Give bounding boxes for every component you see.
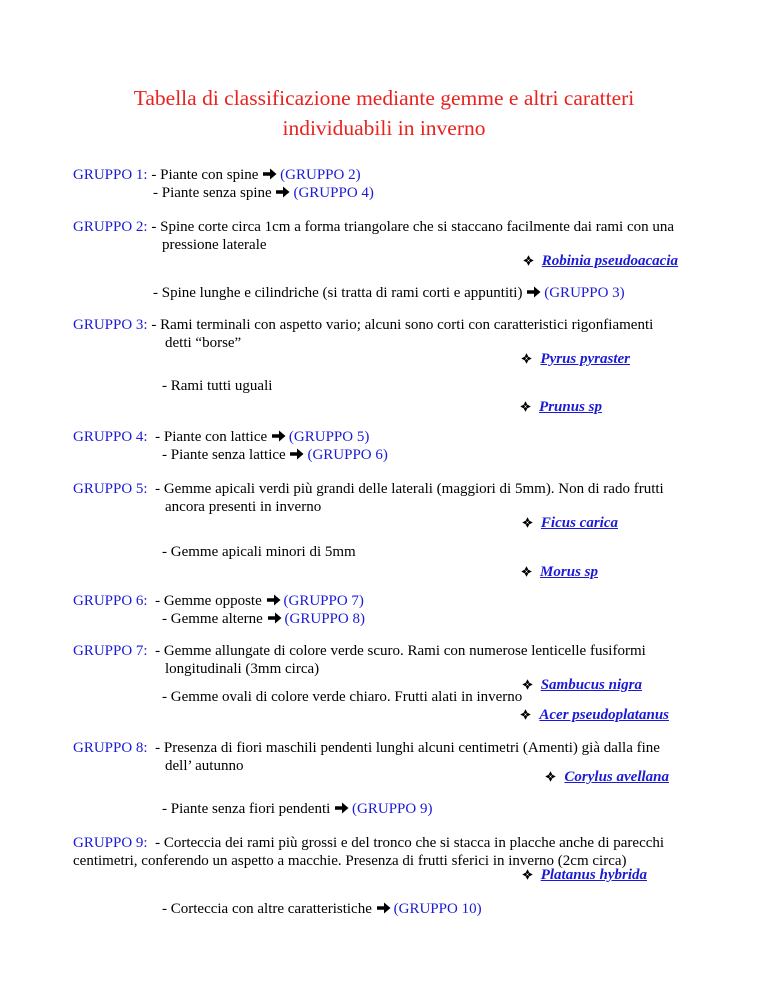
group-3-option-2: - Rami tutti uguali	[162, 378, 273, 394]
diamond-bullet-icon	[522, 869, 533, 880]
group-8-line-2	[162, 800, 432, 818]
diamond-bullet-icon	[521, 353, 532, 364]
group-7-line-1	[73, 642, 646, 660]
group-4-option-2: - Piante senza lattice	[162, 447, 286, 463]
species-pyrus[interactable]	[521, 350, 630, 368]
group-3-option-1: - Rami terminali con aspetto vario; alcuni sono corti con caratteristici rigonfiamenti	[151, 317, 654, 333]
group-7-option-1-cont: longitudinali (3mm circa)	[165, 661, 320, 677]
group-7-label: GRUPPO 7:	[73, 643, 148, 659]
group-6-option-1-ref[interactable]: (GRUPPO 7)	[283, 593, 364, 609]
group-7-option-1: - Gemme allungate di colore verde scuro. Rami con numerose lenticelle fusiformi	[155, 643, 646, 659]
group-7-option-2: - Gemme ovali di colore verde chiaro. Frutti alati in inverno	[162, 689, 523, 705]
group-2-line-2	[153, 284, 625, 302]
species-corylus[interactable]	[545, 768, 669, 786]
species-platanus-link[interactable]: Platanus hybrida	[540, 867, 647, 883]
diamond-bullet-icon	[522, 517, 533, 528]
species-pyrus-link[interactable]: Pyrus pyraster	[540, 351, 630, 367]
group-4-line-2	[162, 446, 388, 464]
group-3-option-1-cont: detti “borse”	[165, 335, 242, 351]
group-2-label: GRUPPO 2:	[73, 219, 148, 235]
right-arrow-icon	[263, 168, 277, 180]
diamond-bullet-icon	[545, 771, 556, 782]
group-2-option-1-cont: pressione laterale	[162, 237, 267, 253]
group-6-label: GRUPPO 6:	[73, 593, 148, 609]
species-corylus-link[interactable]: Corylus avellana	[564, 769, 669, 785]
group-2-option-1: - Spine corte circa 1cm a forma triangolare che si staccano facilmente dai rami con una	[151, 219, 675, 235]
group-3-label: GRUPPO 3:	[73, 317, 148, 333]
group-8-option-2-ref[interactable]: (GRUPPO 9)	[352, 801, 433, 817]
group-4-line-1	[73, 428, 369, 446]
species-sambucus-link[interactable]: Sambucus nigra	[540, 677, 642, 693]
group-1-option-1-ref[interactable]: (GRUPPO 2)	[280, 167, 361, 183]
right-arrow-icon	[290, 448, 304, 460]
group-8-option-2: - Piante senza fiori pendenti	[162, 801, 331, 817]
group-1-line-1	[73, 166, 361, 184]
diamond-bullet-icon	[523, 255, 534, 266]
group-6-option-2-ref[interactable]: (GRUPPO 8)	[284, 611, 365, 627]
group-4-option-2-ref[interactable]: (GRUPPO 6)	[307, 447, 388, 463]
group-9-line-2	[162, 900, 482, 918]
species-prunus[interactable]	[520, 398, 602, 416]
group-2-option-2: - Spine lunghe e cilindriche (si tratta di rami corti e appuntiti)	[153, 285, 523, 301]
group-9-option-1: - Corteccia dei rami più grossi e del tronco che si stacca in placche anche di parecchi	[155, 835, 665, 851]
group-1-option-2-ref[interactable]: (GRUPPO 4)	[293, 185, 374, 201]
group-6-option-2: - Gemme alterne	[162, 611, 263, 627]
document-title-line-1: Tabella di classificazione mediante gemme e altri caratteri	[133, 86, 635, 110]
group-5-option-1-cont: ancora presenti in inverno	[165, 499, 322, 515]
group-5-label: GRUPPO 5:	[73, 481, 148, 497]
group-1-option-1: - Piante con spine	[151, 167, 259, 183]
group-8-label: GRUPPO 8:	[73, 740, 148, 756]
diamond-bullet-icon	[522, 679, 533, 690]
group-9-option-2-ref[interactable]: (GRUPPO 10)	[393, 901, 482, 917]
group-6-line-2	[162, 610, 365, 628]
group-6-option-1: - Gemme opposte	[155, 593, 262, 609]
group-1-label: GRUPPO 1:	[73, 167, 148, 183]
species-sambucus[interactable]	[522, 676, 642, 694]
group-9-label: GRUPPO 9:	[73, 835, 148, 851]
species-ficus[interactable]	[522, 514, 618, 532]
diamond-bullet-icon	[521, 566, 532, 577]
group-6-line-1	[73, 592, 364, 610]
group-9-option-2: - Corteccia con altre caratteristiche	[162, 901, 372, 917]
right-arrow-icon	[268, 612, 282, 624]
group-4-label: GRUPPO 4:	[73, 429, 148, 445]
species-ficus-link[interactable]: Ficus carica	[540, 515, 618, 531]
group-2-option-2-ref[interactable]: (GRUPPO 3)	[544, 285, 625, 301]
group-3-line-1	[73, 316, 653, 334]
species-acer-link[interactable]: Acer pseudoplatanus	[539, 707, 669, 723]
right-arrow-icon	[272, 430, 286, 442]
group-8-line-1	[73, 739, 660, 757]
diamond-bullet-icon	[520, 709, 531, 720]
group-9-option-1-cont: centimetri, conferendo un aspetto a macchie. Presenza di frutti sferici in inverno (2cm circa)	[73, 853, 627, 869]
group-9-line-1	[73, 834, 664, 852]
species-morus[interactable]	[521, 563, 598, 581]
group-5-option-1: - Gemme apicali verdi più grandi delle laterali (maggiori di 5mm). Non di rado frutti	[155, 481, 664, 497]
species-prunus-link[interactable]: Prunus sp	[539, 399, 602, 415]
group-1-option-2: - Piante senza spine	[153, 185, 272, 201]
species-morus-link[interactable]: Morus sp	[540, 564, 598, 580]
group-5-option-2: - Gemme apicali minori di 5mm	[162, 544, 356, 560]
species-robinia-link[interactable]: Robinia pseudoacacia	[541, 253, 678, 269]
group-8-option-1: - Presenza di fiori maschili pendenti lunghi alcuni centimetri (Amenti) già dalla fine	[155, 740, 660, 756]
group-1-line-2	[153, 184, 374, 202]
group-4-option-1: - Piante con lattice	[155, 429, 268, 445]
right-arrow-icon	[377, 902, 391, 914]
group-2-line-1	[73, 218, 674, 236]
group-8-option-1-cont: dell’ autunno	[165, 758, 244, 774]
document-title-line-2: individuabili in inverno	[282, 116, 486, 140]
group-5-line-1	[73, 480, 664, 498]
right-arrow-icon	[276, 186, 290, 198]
species-platanus[interactable]	[522, 866, 647, 884]
right-arrow-icon	[527, 286, 541, 298]
group-4-option-1-ref[interactable]: (GRUPPO 5)	[288, 429, 370, 445]
species-acer[interactable]	[520, 706, 669, 724]
right-arrow-icon	[267, 594, 281, 606]
diamond-bullet-icon	[520, 401, 531, 412]
species-robinia[interactable]	[523, 252, 678, 270]
right-arrow-icon	[335, 802, 349, 814]
